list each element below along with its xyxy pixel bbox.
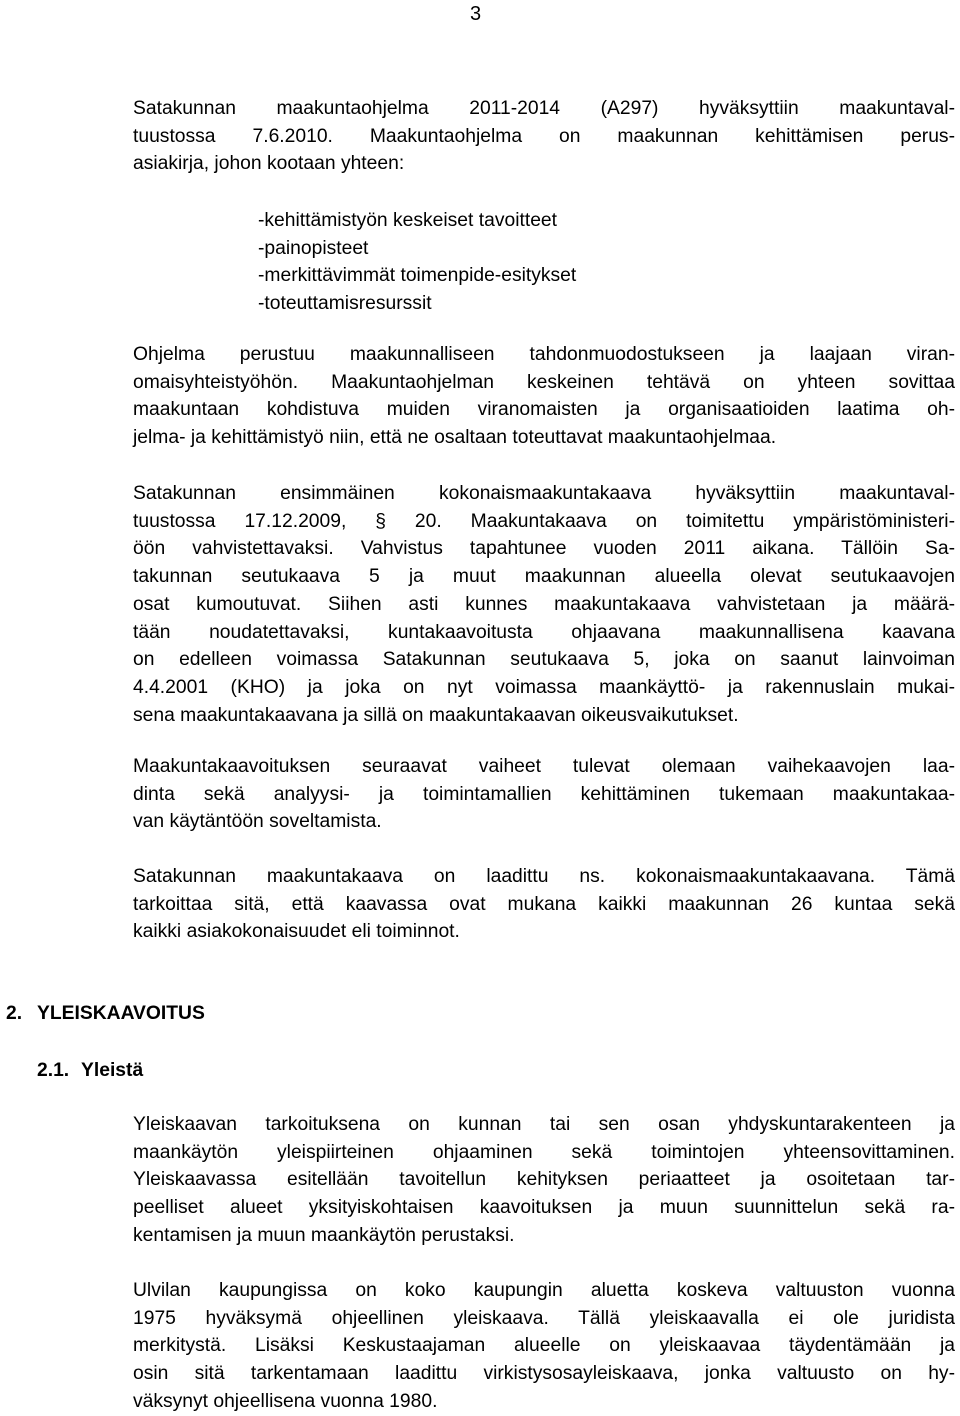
text-line: maakuntaan kohdistuva muiden viranomaisten ja organisaatioiden laatima oh- bbox=[133, 399, 955, 421]
text-line: asiakirja, johon kootaan yhteen: bbox=[133, 153, 405, 175]
text-line: peelliset alueet yksityiskohtaisen kaavoituksen ja muun suunnittelun sekä ra- bbox=[133, 1197, 955, 1219]
text-line: osat kumoutuvat. Siihen asti kunnes maakuntakaava vahvistetaan ja määrä- bbox=[133, 593, 955, 615]
text-line: Yleiskaavassa esitellään tavoitellun kehityksen periaatteet ja osoitetaan tar- bbox=[133, 1169, 955, 1191]
text-line: takunnan seutukaava 5 ja muut maakunnan alueella olevat seutukaavojen bbox=[133, 566, 955, 588]
text-line: on edelleen voimassa Satakunnan seutukaava 5, joka on saanut lainvoiman bbox=[133, 649, 955, 671]
section-number: 2. bbox=[6, 1003, 23, 1024]
paragraph-ohjelma bbox=[133, 341, 955, 452]
section-title: YLEISKAAVOITUS bbox=[37, 1003, 205, 1024]
text-line: Ohjelma perustuu maakunnalliseen tahdonmuodostukseen ja laajaan viran- bbox=[133, 344, 955, 365]
text-line: Satakunnan ensimmäinen kokonaismaakuntakaava hyväksyttiin maakuntaval- bbox=[133, 483, 955, 504]
list-item: -toteuttamisresurssit bbox=[258, 293, 432, 315]
text-line: maankäytön yleispiirteinen ohjaaminen sekä toimintojen yhteensovittaminen. bbox=[133, 1141, 955, 1163]
list-item: -kehittämistyön keskeiset tavoitteet bbox=[258, 210, 557, 231]
text-line: osin sitä tarkentamaan laadittu virkistysosayleiskaava, jonka valtuusto on hy- bbox=[133, 1363, 955, 1385]
text-line: Maakuntakaavoituksen seuraavat vaiheet tulevat olemaan vaihekaavojen laa- bbox=[133, 756, 955, 777]
subsection-title: Yleistä bbox=[81, 1060, 144, 1081]
subsection-heading bbox=[37, 1057, 143, 1085]
text-line: 4.4.2001 (KHO) ja joka on nyt voimassa maankäyttö- ja rakennuslain mukai- bbox=[133, 676, 955, 698]
text-line: sena maakuntakaavana ja sillä on maakuntakaavan oikeusvaikutukset. bbox=[133, 704, 739, 726]
text-line: tuustossa 7.6.2010. Maakuntaohjelma on maakunnan kehittämisen perus- bbox=[133, 125, 955, 147]
text-line: kentamisen ja muun maankäytön perustaksi. bbox=[133, 1224, 515, 1246]
text-line: tään noudatettavaksi, kuntakaavoitusta ohjaavana maakunnallisena kaavana bbox=[133, 621, 955, 643]
text-line: omaisyhteistyöhön. Maakuntaohjelman keskeinen tehtävä on yhteen sovittaa bbox=[133, 371, 955, 393]
text-line: Ulvilan kaupungissa on koko kaupungin aluetta koskeva valtuuston vuonna bbox=[133, 1280, 955, 1301]
paragraph-vaiheet bbox=[133, 753, 955, 836]
list-item: -merkittävimmät toimenpide-esitykset bbox=[258, 265, 577, 287]
text-line: dinta sekä analyysi- ja toimintamallien kehittäminen tukemaan maakuntakaa- bbox=[133, 783, 955, 805]
page-number: 3 bbox=[470, 3, 482, 25]
paragraph-yleiskaava bbox=[133, 1111, 955, 1250]
text-line: kaikki asiakokonaisuudet eli toiminnot. bbox=[133, 921, 460, 943]
list-item: -painopisteet bbox=[258, 237, 369, 259]
paragraph-kokonaiskaava bbox=[133, 863, 955, 946]
section-heading bbox=[6, 1000, 205, 1028]
text-line: merkitystä. Lisäksi Keskustaajaman alueelle on yleiskaavaa täydentämään ja bbox=[133, 1335, 955, 1357]
text-line: 1975 hyväksymä ohjeellinen yleiskaava. Tällä yleiskaavalla ei ole juridista bbox=[133, 1307, 955, 1329]
text-line: väksynyt ohjeellisena vuonna 1980. bbox=[133, 1390, 438, 1412]
intro-paragraph bbox=[133, 95, 955, 178]
bullet-list bbox=[258, 207, 576, 318]
text-line: öön vahvistettavaksi. Vahvistus tapahtunee vuoden 2011 aikana. Tällöin Sa- bbox=[133, 538, 955, 560]
paragraph-ulvila bbox=[133, 1277, 955, 1416]
text-line: Satakunnan maakuntakaava on laadittu ns. kokonaismaakuntakaavana. Tämä bbox=[133, 866, 955, 887]
text-line: tuustossa 17.12.2009, § 20. Maakuntakaava on toimitettu ympäristöministeri- bbox=[133, 510, 955, 532]
text-line: van käytäntöön soveltamista. bbox=[133, 811, 382, 833]
text-line: Satakunnan maakuntaohjelma 2011-2014 (A297) hyväksyttiin maakuntaval- bbox=[133, 98, 955, 119]
text-line: tarkoittaa sitä, että kaavassa ovat mukana kaikki maakunnan 26 kuntaa sekä bbox=[133, 893, 955, 915]
subsection-number: 2.1. bbox=[37, 1060, 70, 1081]
text-line: jelma- ja kehittämistyö niin, että ne osaltaan toteuttavat maakuntaohjelmaa. bbox=[133, 427, 777, 449]
text-line: Yleiskaavan tarkoituksena on kunnan tai sen osan yhdyskuntarakenteen ja bbox=[133, 1114, 955, 1135]
paragraph-maakuntakaava bbox=[133, 480, 955, 729]
